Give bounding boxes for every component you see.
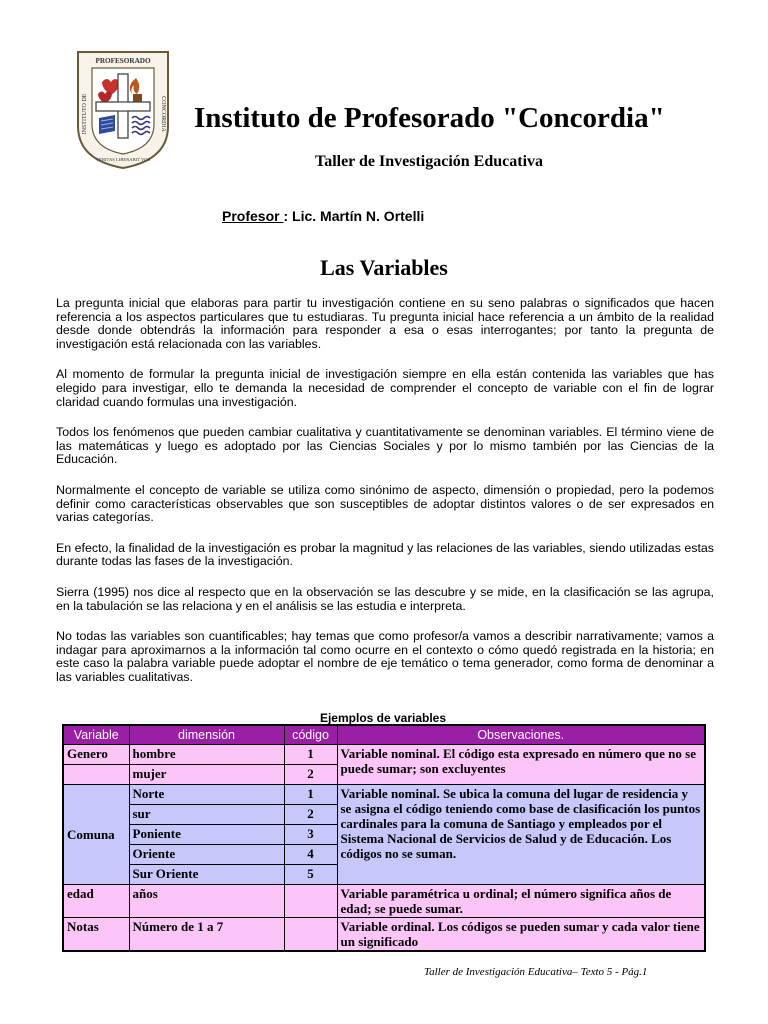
code-cell xyxy=(284,918,337,952)
variable-cell: Comuna xyxy=(63,785,129,885)
observation-cell: Variable ordinal. Los códigos se pueden sumar y cada valor tiene un significado xyxy=(337,918,705,952)
paragraph: Normalmente el concepto de variable se utiliza como sinónimo de aspecto, dimensión o propiedad, pero la podemos definir como características observables que son susceptibles de adoptar distintos valores o de ser expresados en varias categorías. xyxy=(56,482,714,525)
dimension-cell: Norte xyxy=(129,785,284,805)
code-cell: 3 xyxy=(284,825,337,845)
table-caption: Ejemplos de variables xyxy=(319,711,447,725)
logo-right-text: CONCORDIA xyxy=(160,96,166,132)
observation-cell: Variable nominal. El código esta expresado en número que no se puede sumar; son excluyentes xyxy=(337,745,705,785)
paragraph: En efecto, la finalidad de la investigación es probar la magnitud y las relaciones de las variables, siendo utilizadas estas durante todas las fases de la investigación. xyxy=(56,540,714,569)
page-footer: Taller de Investigación Educativa– Texto 5 - Pág.1 xyxy=(424,966,648,978)
code-cell: 1 xyxy=(284,785,337,805)
header-observations: Observaciones. xyxy=(337,725,705,745)
dimension-cell: años xyxy=(129,885,284,918)
variables-table xyxy=(62,724,706,952)
table-row xyxy=(63,745,705,765)
professor-label: Profesor xyxy=(222,208,284,224)
dimension-cell: Oriente xyxy=(129,845,284,865)
code-cell: 5 xyxy=(284,865,337,885)
table-row xyxy=(63,918,705,952)
dimension-cell: Número de 1 a 7 xyxy=(129,918,284,952)
professor-line xyxy=(222,208,424,224)
course-subtitle: Taller de Investigación Educativa xyxy=(314,153,544,170)
code-cell: 2 xyxy=(284,765,337,785)
institute-crest-logo xyxy=(74,48,172,170)
dimension-cell: mujer xyxy=(129,765,284,785)
paragraph: Sierra (1995) nos dice al respecto que en la observación se las descubre y se mide, en la clasificación se las agrupa, en la tabulación se las relaciona y en el análisis se las estudia e interpreta. xyxy=(56,584,714,613)
logo-bottom-text: VERITAS LIBERABIT VOS xyxy=(95,157,151,162)
code-cell xyxy=(284,885,337,918)
code-cell: 4 xyxy=(284,845,337,865)
paragraph: Todos los fenómenos que pueden cambiar cualitativa y cuantitativamente se denominan variables. El término viene de las matemáticas y luego es adoptado por las Ciencias Sociales y por lo mismo también por las Ciencias de la Educación. xyxy=(56,425,714,467)
table-row xyxy=(63,785,705,805)
table-header-row xyxy=(63,725,705,745)
variable-cell: edad xyxy=(63,885,129,918)
body-text xyxy=(56,297,714,701)
paragraph: Al momento de formular la pregunta inicial de investigación siempre en ella están contenida las variables que has elegido para investigar, ello te demanda la necesidad de comprender el concepto de variable con el fin de lograr claridad cuando formulas una investigación. xyxy=(56,367,714,409)
variable-cell xyxy=(63,765,129,785)
dimension-cell: sur xyxy=(129,805,284,825)
table-row xyxy=(63,885,705,918)
institute-title: Instituto de Profesorado "Concordia" xyxy=(194,102,665,134)
paragraph: No todas las variables son cuantificables; hay temas que como profesor/a vamos a describir narrativamente; vamos a indagar para aproximarnos a la información tal como ocurre en el contexto o cómo quedó registrada en la historia; en este caso la palabra variable puede adoptar el nombre de eje temático o tema generador, como forma de denominar a las variables cualitativas. xyxy=(56,629,714,684)
observation-cell: Variable paramétrica u ordinal; el número significa años de edad; se puede sumar. xyxy=(337,885,705,918)
dimension-cell: Sur Oriente xyxy=(129,865,284,885)
paragraph: La pregunta inicial que elaboras para partir tu investigación contiene en su seno palabras o significados que hacen referencia a los aspectos particulares que tu estudiaras. Tu pregunta inicial hace referencia a un ámbito de la realidad desde donde obtendrás la información para responder a esa o esas interrogantes; por tanto la pregunta de investigación está relacionada con las variables. xyxy=(56,296,714,351)
variable-cell: Genero xyxy=(63,745,129,765)
professor-name: : Lic. Martín N. Ortelli xyxy=(283,208,425,224)
header-dimension: dimensión xyxy=(129,725,284,745)
dimension-cell: Poniente xyxy=(129,825,284,845)
header-code: código xyxy=(284,725,337,745)
dimension-cell: hombre xyxy=(129,745,284,765)
logo-left-text: INSTITUTO DE xyxy=(82,93,88,135)
code-cell: 1 xyxy=(284,745,337,765)
section-heading: Las Variables xyxy=(320,255,448,280)
code-cell: 2 xyxy=(284,805,337,825)
header-variable: Variable xyxy=(63,725,129,745)
variable-cell: Notas xyxy=(63,918,129,952)
observation-cell: Variable nominal. Se ubica la comuna del lugar de residencia y se asigna el código teniendo como base de clasificación los puntos cardinales para la comuna de Santiago y empleados por el Sistema Nacional de Servicios de Salud y de Educación. Los códigos no se suman. xyxy=(337,785,705,885)
logo-top-text: PROFESORADO xyxy=(95,57,151,65)
